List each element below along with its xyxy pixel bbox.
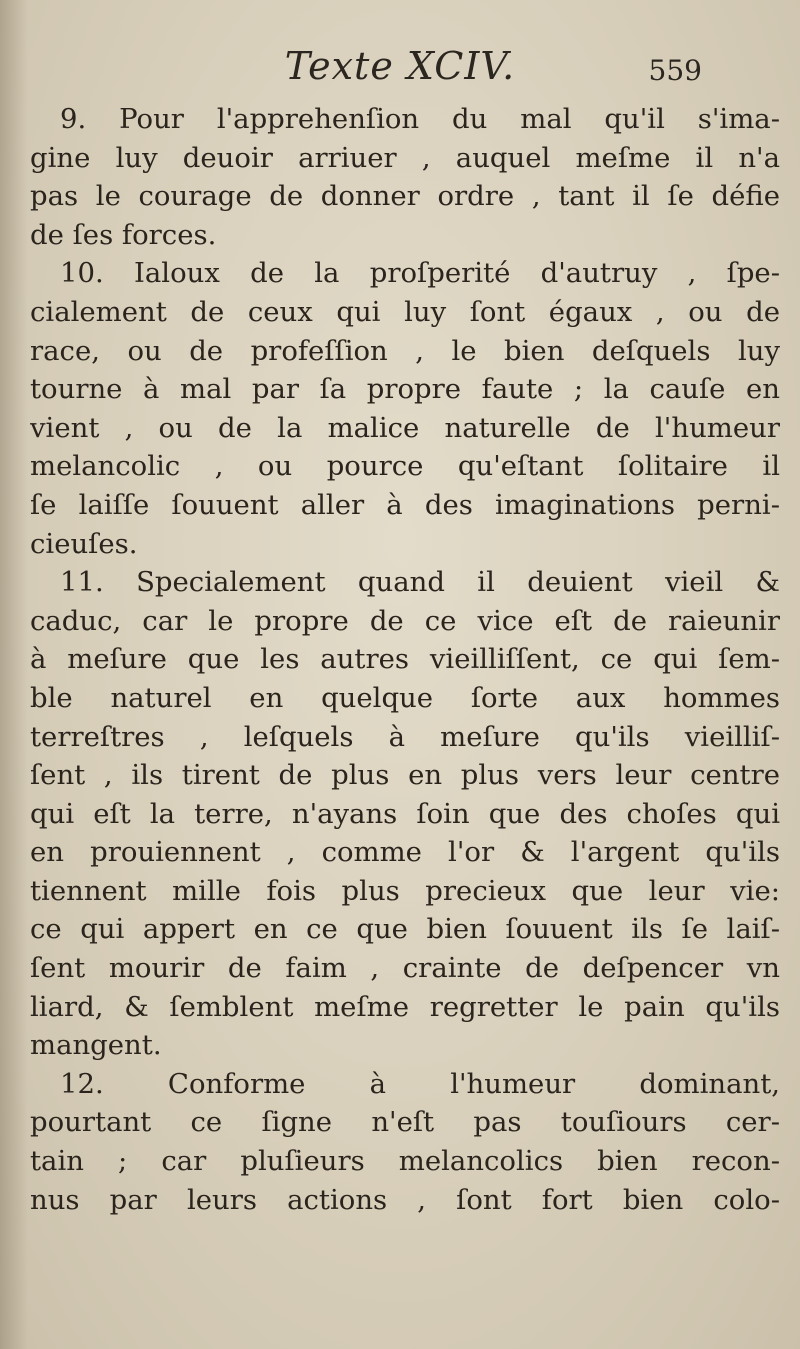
text-line: 10. Ialoux de la proſperité d'autruy , ſpe- (60, 257, 780, 290)
text-line: vient , ou de la malice naturelle de l'humeur (30, 411, 780, 444)
page-header (0, 44, 800, 94)
text-line: en prouiennent , comme l'or & l'argent qu'ils (30, 836, 780, 869)
text-line: ce qui appert en ce que bien ſouuent ils ſe laiſ- (30, 913, 780, 946)
text-line: tain ; car pluſieurs melancolics bien recon- (30, 1145, 780, 1178)
text-line: mangent. (30, 1029, 162, 1062)
text-line: qui eſt la terre, n'ayans ſoin que des choſes qui (30, 797, 780, 830)
text-line: 12. Conforme à l'humeur dominant, (60, 1067, 780, 1100)
text-line: ſent mourir de faim , crainte de deſpencer vn (30, 952, 780, 985)
text-line: ſe laiſſe ſouuent aller à des imaginations perni- (30, 488, 780, 521)
text-line: tiennent mille fois plus precieux que leur vie: (30, 874, 780, 907)
text-line: terreſtres , leſquels à meſure qu'ils vieilliſ- (30, 720, 780, 753)
text-line: race, ou de profeſſion , le bien deſquels luy (30, 334, 780, 367)
body-text (30, 100, 780, 1219)
text-line: 11. Specialement quand il deuient vieil & (60, 566, 780, 599)
text-line: tourne à mal par ſa propre faute ; la cauſe en (30, 373, 780, 406)
text-line: cialement de ceux qui luy ſont égaux , ou de (30, 295, 780, 328)
running-title: Texte XCIV. (284, 44, 516, 88)
text-line: pas le courage de donner ordre , tant il ſe défie (30, 180, 780, 213)
text-line: pourtant ce ſigne n'eſt pas touſiours cer- (30, 1106, 780, 1139)
text-line: 9. Pour l'apprehenſion du mal qu'il s'ima- (60, 103, 780, 135)
text-line: melancolic , ou pource qu'eſtant ſolitaire il (30, 450, 780, 483)
text-line: à meſure que les autres vieilliſſent, ce qui ſem- (30, 643, 780, 676)
text-line: liard, & ſemblent meſme regretter le pain qu'ils (30, 990, 780, 1023)
text-line: nus par leurs actions , ſont fort bien colo- (30, 1183, 780, 1216)
page-number: 559 (648, 54, 702, 87)
gutter-shadow (0, 0, 28, 1349)
text-line: caduc, car le propre de ce vice eſt de raieunir (30, 604, 780, 637)
text-line: ſent , ils tirent de plus en plus vers leur centre (30, 759, 780, 792)
text-line: ble naturel en quelque ſorte aux hommes (30, 681, 780, 714)
text-line: gine luy deuoir arriuer , auquel meſme il n'a (30, 141, 780, 174)
text-line: de ſes forces. (30, 218, 217, 251)
text-line: cieuſes. (30, 527, 138, 560)
